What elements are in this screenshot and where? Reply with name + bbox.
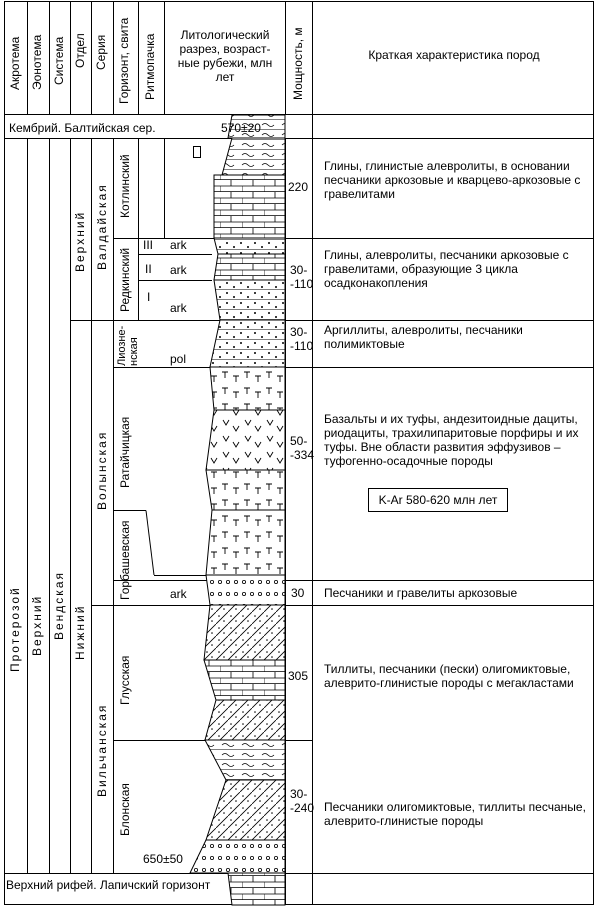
series-vilchan: Вильчанская bbox=[95, 703, 109, 797]
horizon-gorbash: Горбашевская bbox=[118, 520, 132, 600]
header-akrotema: Акротема bbox=[8, 36, 22, 90]
lithologic-column bbox=[190, 115, 285, 905]
header-harakteristika: Краткая характеристика пород bbox=[368, 48, 540, 62]
horizon-blon: Блонская bbox=[118, 783, 132, 836]
header-ritmopachka: Ритмопачка bbox=[143, 33, 157, 100]
header-seriya: Серия bbox=[94, 34, 108, 70]
sistema-vendian: Вендская bbox=[52, 571, 66, 640]
litho-label-ark3: ark bbox=[170, 301, 187, 315]
akrotema-proterozoic: Протерозой bbox=[8, 586, 22, 672]
header-razrez: Литологический разрез, возраст-ные рубежи, млн лет bbox=[177, 28, 273, 84]
rhythm-I: I bbox=[147, 290, 151, 304]
litho-label-ark4: ark bbox=[170, 587, 187, 601]
horizon-redkin: Редкинский bbox=[118, 247, 132, 312]
rhythm-II: II bbox=[145, 262, 152, 276]
rhythm-III: III bbox=[143, 238, 154, 252]
series-volyn: Волынская bbox=[95, 430, 109, 510]
header-otdel: Отдел bbox=[73, 33, 87, 68]
otdel-lower: Нижний bbox=[73, 604, 87, 660]
series-valdai: Валдайская bbox=[95, 183, 109, 270]
horizon-liozno: Лиозне-нская bbox=[116, 325, 140, 366]
litho-label-pol: pol bbox=[170, 352, 187, 366]
riphean-row-label: Верхний рифей. Лапичский горизонт bbox=[6, 878, 211, 892]
thickness-glus: 305 bbox=[288, 669, 309, 683]
litho-label-ark2: ark bbox=[170, 263, 187, 277]
eonotema-upper: Верхний bbox=[30, 594, 44, 656]
horizon-kotlin: Котлинский bbox=[118, 154, 132, 218]
cambrian-row-label: Кембрий. Балтийская сер. bbox=[9, 121, 156, 135]
description-redkin: Глины, алевролиты, песчаники аркозовые с гравелитами, образующие 3 цикла осадконакопления bbox=[324, 248, 569, 290]
horizon-glus: Глусская bbox=[118, 655, 132, 705]
cambrian-age: 570±20 bbox=[221, 121, 261, 135]
description-gorbash: Песчаники и гравелиты аркозовые bbox=[324, 586, 518, 600]
thickness-blon: 30- -240 bbox=[290, 787, 315, 815]
header-sistema: Система bbox=[52, 36, 66, 85]
header-gorizont: Горизонт, свита bbox=[117, 17, 131, 104]
otdel-upper: Верхний bbox=[73, 210, 87, 272]
litho-label-ark1: ark bbox=[170, 238, 187, 252]
bottom-age: 650±50 bbox=[143, 852, 183, 866]
description-liozno: Аргиллиты, алевролиты, песчаники полимиктовые bbox=[324, 323, 523, 351]
thickness-kotlin: 220 bbox=[288, 180, 309, 194]
thickness-liozno: 30- -110 bbox=[290, 325, 314, 353]
description-blon: Песчаники олигомиктовые, тиллиты песчаные, алеврито-глинистые породы bbox=[324, 800, 586, 828]
thickness-redkin: 30- -110 bbox=[290, 263, 314, 291]
description-glus: Тиллиты, песчаники (пески) олигомиктовые, алеврито-глинистые породы с мегакластами bbox=[324, 662, 574, 690]
age-box-k-ar: K-Ar 580-620 млн лет bbox=[368, 488, 508, 512]
thickness-gorbash: 30 bbox=[291, 586, 305, 600]
thickness-volyn: 50- -334 bbox=[290, 434, 315, 462]
description-volyn: Базальты и их туфы, андезитоидные дациты, риодациты, трахилипаритовые порфиры и их туфы. Вне области развития эффузивов – туфогенно-осадочные породы bbox=[324, 412, 579, 468]
horizon-rataich: Ратайчицкая bbox=[118, 416, 132, 488]
header-eonotema: Эонотема bbox=[30, 34, 44, 90]
description-kotlin: Глины, глинистые алевролиты, в основании песчаники аркозовые и кварцево-аркозовые с гравелитами bbox=[324, 159, 581, 201]
header-moschnost: Мощность, м bbox=[291, 27, 305, 100]
